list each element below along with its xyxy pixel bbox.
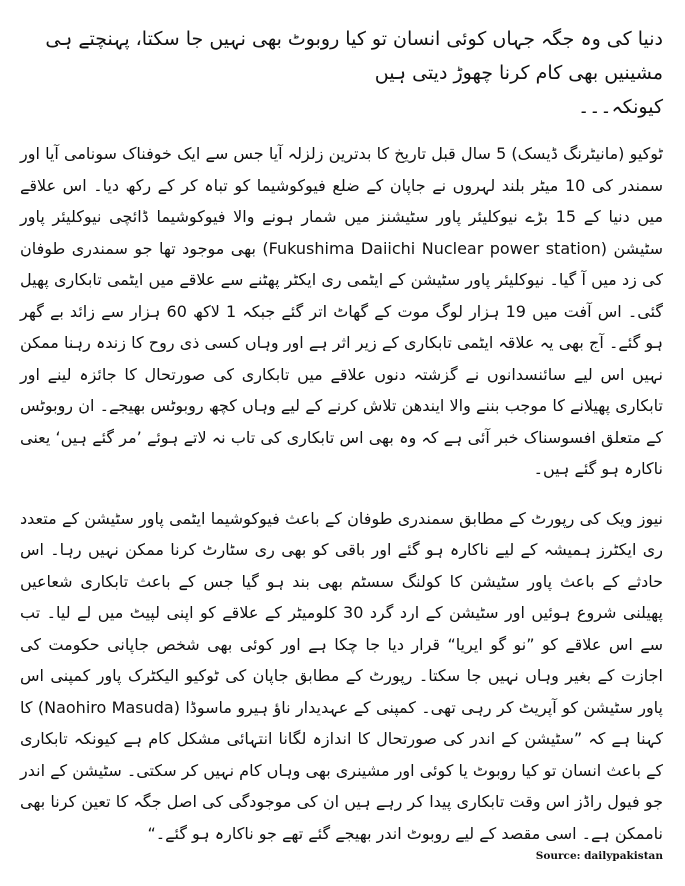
article-paragraph-2: نیوز ویک کی رپورٹ کے مطابق سمندری طوفان کے باعث فیوکوشیما ایٹمی پاور سٹیشن کے متعدد ری ایکٹرز ہمیشہ کے لیے ناکارہ ہو گئے اور باقی کو بھی ری سٹارٹ کرنا ممکن نہیں رہا۔ اس حادثے کے باعث پاور سٹیشن کا کولنگ سسٹم بھی بند ہو گیا جس کے باعث تابکاری شعاعیں پھیلنی شروع ہوئیں اور سٹیشن کے ارد گرد 30 کلومیٹر کے علاقے کو اپنی لپیٹ میں لے لیا۔ تب سے اس علاقے کو ”نو گو ایریا“ قرار دیا جا چکا ہے اور کوئی بھی شخص جاپانی حکومت کی اجازت کے بغیر وہاں نہیں جا سکتا۔ رپورٹ کے مطابق جاپان کی ٹوکیو الیکٹرک پاور کمپنی اس پاور سٹیشن کو آپریٹ کر رہی تھی۔ کمپنی کے عہدیدار ناؤ ہیرو ماسوڈا (Naohiro Masuda) کا کہنا ہے کہ ”سٹیشن کے اندر کی صورتحال کا اندازہ لگانا انتہائی مشکل کام ہے کیونکہ تابکاری کے باعث انسان تو کیا روبوٹ یا کوئی اور مشینری بھی وہاں کام نہیں کر سکتی۔ سٹیشن کے اندر جو فیول راڈز اس وقت تابکاری پیدا کر رہے ہیں ان کی موجودگی کی اصل جگہ کا تعین کرنا بھی ناممکن ہے۔ اسی مقصد کے لیے روبوٹ اندر بھیجے گئے تھے جو ناکارہ ہو گئے۔“ xyxy=(20,508,664,843)
article-paragraph-1: ٹوکیو (مانیٹرنگ ڈیسک) 5 سال قبل تاریخ کا بدترین زلزلہ آیا جس سے ایک خوفناک سونامی آیا اور سمندر کی 10 میٹر بلند لہروں نے جاپان کے ضلع فیوکوشیما کو تباہ کر کے رکھ دیا۔ اس علاقے میں دنیا کے 15 بڑے نیوکلیئر پاور سٹیشنز میں شمار ہونے والا فیوکوشیما ڈائچی نیوکلیئر پاور سٹیشن (Fukushima Daiichi Nuclear power station) بھی موجود تھا جو سمندری طوفان کی زد میں آ گیا۔ نیوکلیئر پاور سٹیشن کے ایٹمی ری ایکٹر پھٹنے سے علاقے میں ایٹمی تابکاری پھیل گئی۔ اس آفت میں 19 ہزار لوگ موت کے گھاٹ اتر گئے جبکہ 1 لاکھ 60 ہزار سے زائد بے گھر ہو گئے۔ آج بھی یہ علاقہ ایٹمی تابکاری کے زیر اثر ہے اور وہاں کسی ذی روح کا زندہ رہنا ممکن نہیں اس لیے سائنسدانوں نے گزشتہ دنوں علاقے میں تابکاری کی صورتحال کا جائزہ لینے اور تابکاری پھیلانے کا موجب بننے والا ایندھن تلاش کرنے کے لیے وہاں کچھ روبوٹس بھیجے۔ ان روبوٹس کے متعلق افسوسناک خبر آئی ہے کہ وہ بھی اس تابکاری کی تاب نہ لاتے ہوئے ’مر گئے ہیں‘ یعنی ناکارہ ہو گئے ہیں۔ xyxy=(20,144,664,478)
headline-line-1: دنیا کی وہ جگہ جہاں کوئی انسان تو کیا روبوٹ بھی نہیں جا سکتا، پہنچتے ہی مشینیں بھی کام کرنا چھوڑ دیتی ہیں xyxy=(45,28,663,84)
source-credit: Source: dailypakistan xyxy=(535,850,663,862)
headline-line-2: کیونکہ۔۔۔ xyxy=(578,96,663,118)
article-headline xyxy=(20,22,663,124)
